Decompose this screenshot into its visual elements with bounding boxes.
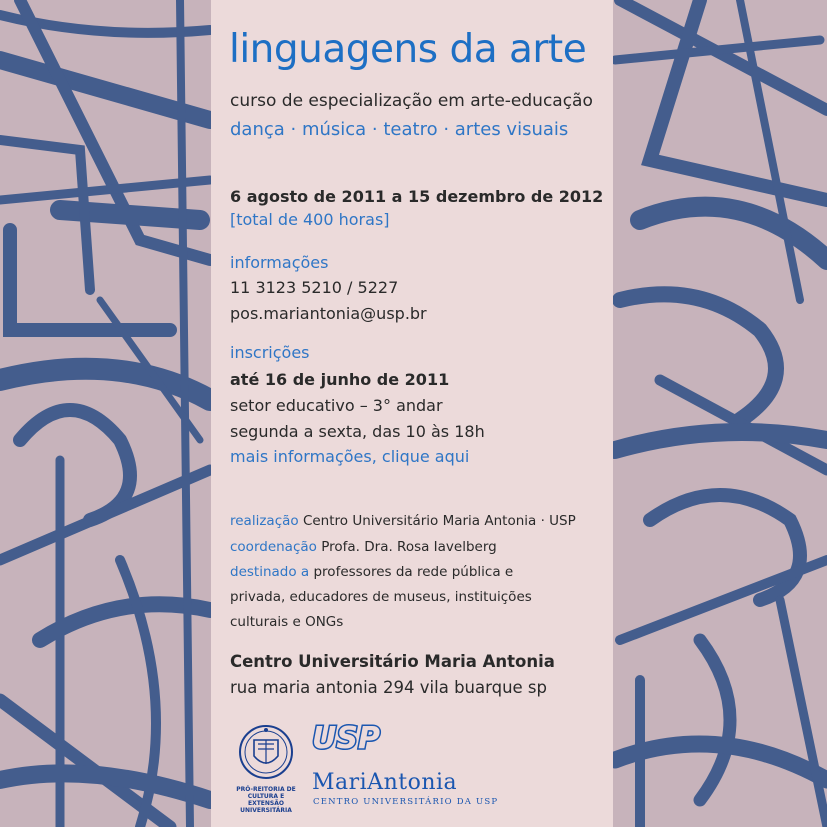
audience-line-3: culturais e ONGs [230, 614, 344, 630]
realization-line [230, 512, 576, 530]
audience-line-1: professores da rede pública e [313, 564, 514, 580]
info-email: pos.mariantonia@usp.br [230, 304, 427, 323]
audience-label: destinado a [230, 564, 310, 580]
university-seal-logo [238, 722, 294, 786]
seal-caption-line-1: PRÓ-REITORIA DE [236, 786, 296, 793]
seal-caption-line-3: UNIVERSITÁRIA [240, 807, 292, 814]
info-phone: 11 3123 5210 / 5227 [230, 278, 399, 297]
coordination-line [230, 538, 497, 556]
mariantonia-logo: MariAntonia [312, 770, 458, 795]
course-title: linguagens da arte [229, 27, 587, 72]
mariantonia-subtitle: CENTRO UNIVERSITÁRIO DA USP [313, 797, 499, 807]
more-info-link[interactable]: mais informações, clique aqui [230, 447, 470, 466]
seal-caption [232, 786, 300, 814]
course-hours: [total de 400 horas] [230, 210, 390, 229]
registration-place: setor educativo – 3° andar [230, 396, 443, 415]
realization-label: realização [230, 513, 299, 529]
info-heading: informações [230, 253, 329, 272]
realization-value: Centro Universitário Maria Antonia · USP [302, 513, 576, 529]
registration-hours: segunda a sexta, das 10 às 18h [230, 422, 485, 441]
audience-line-2: privada, educadores de museus, instituições [230, 589, 532, 605]
venue-address: rua maria antonia 294 vila buarque sp [230, 678, 547, 697]
registration-deadline: até 16 de junho de 2011 [230, 370, 450, 389]
course-subtitle: curso de especialização em arte-educação [230, 91, 593, 111]
seal-caption-line-2: CULTURA E EXTENSÃO [247, 793, 285, 807]
usp-logo [312, 722, 382, 752]
course-disciplines: dança · música · teatro · artes visuais [230, 119, 569, 140]
coordination-value: Profa. Dra. Rosa Iavelberg [321, 539, 497, 555]
usp-logo-text: USP [312, 722, 380, 752]
course-period: 6 agosto de 2011 a 15 dezembro de 2012 [230, 187, 604, 206]
registration-heading: inscrições [230, 343, 310, 362]
coordination-label: coordenação [230, 539, 317, 555]
venue-name: Centro Universitário Maria Antonia [230, 652, 555, 671]
audience-line [230, 563, 513, 581]
